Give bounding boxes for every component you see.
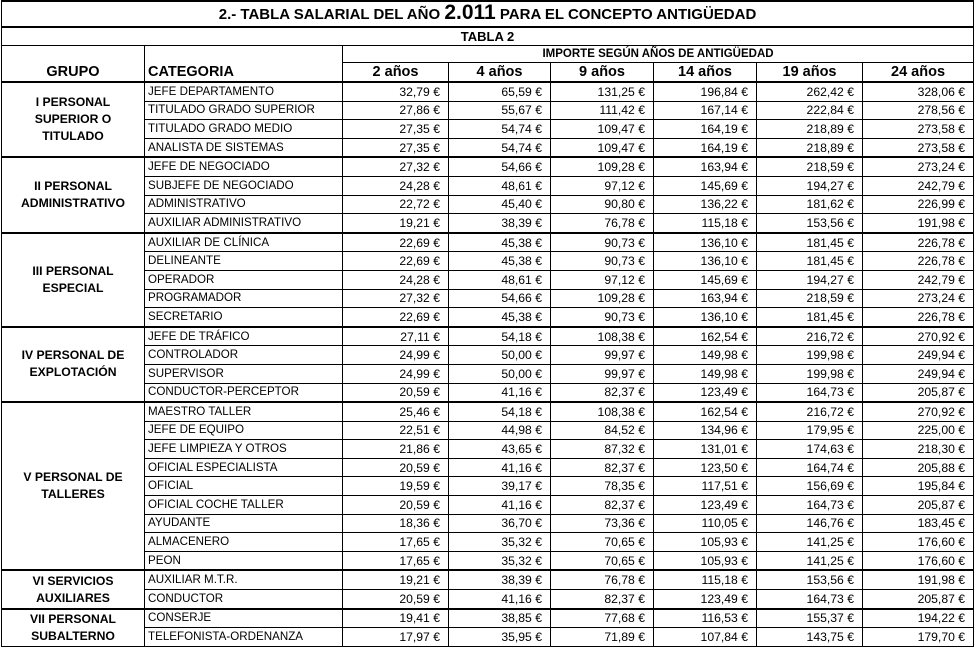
table-row: [2, 82, 974, 101]
year-header: 2 años: [343, 63, 449, 83]
amount-cell: 36,70 €: [449, 514, 551, 533]
amount-cell: 111,42 €: [551, 101, 654, 120]
amount-cell: 218,89 €: [757, 138, 863, 157]
amount-cell: 27,32 €: [343, 157, 449, 176]
amount-cell: 19,21 €: [343, 570, 449, 589]
table-row: [2, 176, 974, 195]
amount-cell: 164,73 €: [757, 496, 863, 515]
table-row: [2, 551, 974, 570]
amount-cell: 181,45 €: [757, 308, 863, 327]
amount-cell: 50,00 €: [449, 346, 551, 365]
year-header: 19 años: [757, 63, 863, 83]
table-row: [2, 101, 974, 120]
year-header: 9 años: [551, 63, 654, 83]
amount-cell: 48,61 €: [449, 270, 551, 289]
amount-cell: 226,78 €: [863, 252, 974, 271]
amount-cell: 273,58 €: [863, 120, 974, 139]
amount-cell: 108,38 €: [551, 327, 654, 346]
group-name: IV PERSONAL DE EXPLOTACIÓN: [2, 327, 145, 402]
amount-cell: 270,92 €: [863, 327, 974, 346]
amount-cell: 22,69 €: [343, 233, 449, 252]
amount-cell: 78,35 €: [551, 477, 654, 496]
amount-cell: 35,32 €: [449, 551, 551, 570]
table-row: [2, 346, 974, 365]
amount-cell: 82,37 €: [551, 496, 654, 515]
amount-cell: 123,49 €: [654, 496, 757, 515]
table-row: [2, 590, 974, 609]
amount-cell: 162,54 €: [654, 402, 757, 421]
amount-cell: 222,84 €: [757, 101, 863, 120]
amount-cell: 24,99 €: [343, 346, 449, 365]
amount-cell: 21,86 €: [343, 440, 449, 459]
table-row: [2, 120, 974, 139]
amount-cell: 199,98 €: [757, 364, 863, 383]
amount-cell: 27,86 €: [343, 101, 449, 120]
category-name: JEFE DEPARTAMENTO: [145, 82, 343, 101]
amount-cell: 108,38 €: [551, 402, 654, 421]
category-name: TITULADO GRADO SUPERIOR: [145, 101, 343, 120]
category-name: OPERADOR: [145, 270, 343, 289]
amount-cell: 24,99 €: [343, 364, 449, 383]
amount-cell: 65,59 €: [449, 82, 551, 101]
amount-cell: 199,98 €: [757, 346, 863, 365]
category-name: ADMINISTRATIVO: [145, 195, 343, 214]
amount-cell: 218,89 €: [757, 120, 863, 139]
amount-cell: 20,59 €: [343, 590, 449, 609]
table-subtitle: TABLA 2: [2, 27, 974, 46]
table-row: [2, 628, 974, 647]
amount-cell: 54,18 €: [449, 402, 551, 421]
amount-cell: 82,37 €: [551, 458, 654, 477]
table-row: [2, 157, 974, 176]
category-name: CONSERJE: [145, 609, 343, 628]
amount-cell: 155,37 €: [757, 609, 863, 628]
category-name: AYUDANTE: [145, 514, 343, 533]
amount-cell: 123,50 €: [654, 458, 757, 477]
category-name: JEFE LIMPIEZA Y OTROS: [145, 440, 343, 459]
table-title: [2, 1, 974, 27]
amount-cell: 77,68 €: [551, 609, 654, 628]
amount-cell: 27,32 €: [343, 289, 449, 308]
title-prefix: 2.- TABLA SALARIAL DEL AÑO: [218, 6, 441, 23]
amount-cell: 76,78 €: [551, 570, 654, 589]
amount-cell: 141,25 €: [757, 533, 863, 552]
table-row: [2, 440, 974, 459]
amount-cell: 20,59 €: [343, 383, 449, 402]
amount-cell: 55,67 €: [449, 101, 551, 120]
salary-table: [1, 0, 974, 647]
amount-cell: 167,14 €: [654, 101, 757, 120]
amount-cell: 136,22 €: [654, 195, 757, 214]
table-row: [2, 514, 974, 533]
table-row: [2, 252, 974, 271]
amount-cell: 143,75 €: [757, 628, 863, 647]
category-name: JEFE DE NEGOCIADO: [145, 157, 343, 176]
amount-cell: 32,79 €: [343, 82, 449, 101]
amount-cell: 218,59 €: [757, 157, 863, 176]
category-name: JEFE DE EQUIPO: [145, 421, 343, 440]
year-header: 4 años: [449, 63, 551, 83]
amount-cell: 195,84 €: [863, 477, 974, 496]
amount-cell: 97,12 €: [551, 270, 654, 289]
table-row: [2, 308, 974, 327]
amount-cell: 35,32 €: [449, 533, 551, 552]
amount-cell: 194,27 €: [757, 176, 863, 195]
category-name: PROGRAMADOR: [145, 289, 343, 308]
amount-cell: 45,38 €: [449, 308, 551, 327]
amount-cell: 176,60 €: [863, 533, 974, 552]
amount-cell: 109,47 €: [551, 120, 654, 139]
table-row: [2, 402, 974, 421]
table-row: [2, 570, 974, 589]
amount-cell: 22,51 €: [343, 421, 449, 440]
group-name: II PERSONAL ADMINISTRATIVO: [2, 157, 145, 232]
table-row: [2, 138, 974, 157]
group-name: VII PERSONAL SUBALTERNO: [2, 609, 145, 647]
amount-cell: 109,28 €: [551, 157, 654, 176]
group-name: V PERSONAL DE TALLERES: [2, 402, 145, 570]
amount-cell: 181,45 €: [757, 252, 863, 271]
category-name: CONDUCTOR: [145, 590, 343, 609]
amount-cell: 164,74 €: [757, 458, 863, 477]
amount-cell: 216,72 €: [757, 327, 863, 346]
amount-cell: 48,61 €: [449, 176, 551, 195]
amount-cell: 54,18 €: [449, 327, 551, 346]
amount-cell: 24,28 €: [343, 270, 449, 289]
year-header: 14 años: [654, 63, 757, 83]
amount-cell: 27,35 €: [343, 138, 449, 157]
amount-cell: 123,49 €: [654, 590, 757, 609]
amount-cell: 50,00 €: [449, 364, 551, 383]
table-row: [2, 496, 974, 515]
amount-cell: 145,69 €: [654, 270, 757, 289]
amount-cell: 205,87 €: [863, 496, 974, 515]
grupo-header-spacer: [2, 46, 145, 63]
year-header: 24 años: [863, 63, 974, 83]
amount-cell: 249,94 €: [863, 346, 974, 365]
amount-cell: 27,35 €: [343, 120, 449, 139]
table-row: [2, 195, 974, 214]
amount-cell: 105,93 €: [654, 551, 757, 570]
amount-cell: 218,30 €: [863, 440, 974, 459]
table-row: [2, 214, 974, 233]
amount-cell: 38,39 €: [449, 214, 551, 233]
amount-cell: 153,56 €: [757, 214, 863, 233]
amount-cell: 205,88 €: [863, 458, 974, 477]
amount-cell: 181,62 €: [757, 195, 863, 214]
table-row: [2, 477, 974, 496]
category-name: ANALISTA DE SISTEMAS: [145, 138, 343, 157]
amount-cell: 273,24 €: [863, 289, 974, 308]
amount-cell: 191,98 €: [863, 214, 974, 233]
amount-cell: 123,49 €: [654, 383, 757, 402]
amount-cell: 164,73 €: [757, 383, 863, 402]
amount-cell: 164,19 €: [654, 138, 757, 157]
category-name: OFICIAL ESPECIALISTA: [145, 458, 343, 477]
amount-cell: 20,59 €: [343, 458, 449, 477]
amount-cell: 18,36 €: [343, 514, 449, 533]
amount-cell: 249,94 €: [863, 364, 974, 383]
amount-cell: 134,96 €: [654, 421, 757, 440]
category-name: AUXILIAR DE CLÍNICA: [145, 233, 343, 252]
amount-cell: 262,42 €: [757, 82, 863, 101]
amount-cell: 191,98 €: [863, 570, 974, 589]
amount-cell: 115,18 €: [654, 570, 757, 589]
amount-cell: 54,74 €: [449, 120, 551, 139]
amount-cell: 109,47 €: [551, 138, 654, 157]
amount-cell: 54,66 €: [449, 157, 551, 176]
amount-cell: 43,65 €: [449, 440, 551, 459]
amount-cell: 328,06 €: [863, 82, 974, 101]
categoria-header: CATEGORIA: [145, 63, 343, 83]
amount-cell: 54,66 €: [449, 289, 551, 308]
category-name: TELEFONISTA-ORDENANZA: [145, 628, 343, 647]
amount-cell: 194,22 €: [863, 609, 974, 628]
amount-cell: 131,01 €: [654, 440, 757, 459]
amount-cell: 174,63 €: [757, 440, 863, 459]
amount-cell: 163,94 €: [654, 157, 757, 176]
category-name: PEON: [145, 551, 343, 570]
category-name: MAESTRO TALLER: [145, 402, 343, 421]
amount-cell: 117,51 €: [654, 477, 757, 496]
importe-header: IMPORTE SEGÚN AÑOS DE ANTIGÜEDAD: [343, 46, 974, 63]
amount-cell: 54,74 €: [449, 138, 551, 157]
amount-cell: 17,97 €: [343, 628, 449, 647]
group-name: VI SERVICIOS AUXILIARES: [2, 570, 145, 608]
amount-cell: 278,56 €: [863, 101, 974, 120]
table-row: [2, 364, 974, 383]
grupo-header: GRUPO: [2, 63, 145, 83]
amount-cell: 226,78 €: [863, 233, 974, 252]
amount-cell: 41,16 €: [449, 590, 551, 609]
category-name: JEFE DE TRÁFICO: [145, 327, 343, 346]
category-name: OFICIAL COCHE TALLER: [145, 496, 343, 515]
amount-cell: 39,17 €: [449, 477, 551, 496]
amount-cell: 145,69 €: [654, 176, 757, 195]
amount-cell: 273,58 €: [863, 138, 974, 157]
amount-cell: 99,97 €: [551, 346, 654, 365]
amount-cell: 97,12 €: [551, 176, 654, 195]
amount-cell: 20,59 €: [343, 496, 449, 515]
amount-cell: 270,92 €: [863, 402, 974, 421]
amount-cell: 216,72 €: [757, 402, 863, 421]
amount-cell: 22,69 €: [343, 308, 449, 327]
amount-cell: 99,97 €: [551, 364, 654, 383]
table-row: [2, 533, 974, 552]
amount-cell: 109,28 €: [551, 289, 654, 308]
amount-cell: 90,80 €: [551, 195, 654, 214]
amount-cell: 35,95 €: [449, 628, 551, 647]
amount-cell: 90,73 €: [551, 308, 654, 327]
amount-cell: 163,94 €: [654, 289, 757, 308]
amount-cell: 196,84 €: [654, 82, 757, 101]
category-name: AUXILIAR ADMINISTRATIVO: [145, 214, 343, 233]
amount-cell: 156,69 €: [757, 477, 863, 496]
table-row: [2, 421, 974, 440]
amount-cell: 105,93 €: [654, 533, 757, 552]
amount-cell: 70,65 €: [551, 533, 654, 552]
amount-cell: 226,78 €: [863, 308, 974, 327]
table-row: [2, 270, 974, 289]
amount-cell: 136,10 €: [654, 233, 757, 252]
amount-cell: 73,36 €: [551, 514, 654, 533]
title-suffix: PARA EL CONCEPTO ANTIGÜEDAD: [499, 6, 757, 23]
amount-cell: 19,21 €: [343, 214, 449, 233]
amount-cell: 41,16 €: [449, 496, 551, 515]
category-name: TITULADO GRADO MEDIO: [145, 120, 343, 139]
amount-cell: 242,79 €: [863, 176, 974, 195]
amount-cell: 146,76 €: [757, 514, 863, 533]
amount-cell: 110,05 €: [654, 514, 757, 533]
categoria-header-spacer: [145, 46, 343, 63]
amount-cell: 194,27 €: [757, 270, 863, 289]
amount-cell: 179,70 €: [863, 628, 974, 647]
amount-cell: 22,69 €: [343, 252, 449, 271]
amount-cell: 205,87 €: [863, 590, 974, 609]
amount-cell: 70,65 €: [551, 551, 654, 570]
amount-cell: 19,41 €: [343, 609, 449, 628]
amount-cell: 107,84 €: [654, 628, 757, 647]
amount-cell: 218,59 €: [757, 289, 863, 308]
amount-cell: 41,16 €: [449, 458, 551, 477]
amount-cell: 45,38 €: [449, 233, 551, 252]
amount-cell: 87,32 €: [551, 440, 654, 459]
amount-cell: 44,98 €: [449, 421, 551, 440]
amount-cell: 82,37 €: [551, 383, 654, 402]
table-row: [2, 609, 974, 628]
amount-cell: 17,65 €: [343, 551, 449, 570]
amount-cell: 225,00 €: [863, 421, 974, 440]
amount-cell: 76,78 €: [551, 214, 654, 233]
category-name: DELINEANTE: [145, 252, 343, 271]
table-row: [2, 383, 974, 402]
amount-cell: 242,79 €: [863, 270, 974, 289]
amount-cell: 149,98 €: [654, 364, 757, 383]
amount-cell: 176,60 €: [863, 551, 974, 570]
category-name: CONDUCTOR-PERCEPTOR: [145, 383, 343, 402]
amount-cell: 181,45 €: [757, 233, 863, 252]
amount-cell: 115,18 €: [654, 214, 757, 233]
amount-cell: 38,39 €: [449, 570, 551, 589]
amount-cell: 90,73 €: [551, 252, 654, 271]
amount-cell: 153,56 €: [757, 570, 863, 589]
group-name: III PERSONAL ESPECIAL: [2, 233, 145, 327]
amount-cell: 116,53 €: [654, 609, 757, 628]
amount-cell: 136,10 €: [654, 252, 757, 271]
category-name: SUPERVISOR: [145, 364, 343, 383]
group-name: I PERSONAL SUPERIOR O TITULADO: [2, 82, 145, 157]
amount-cell: 82,37 €: [551, 590, 654, 609]
amount-cell: 226,99 €: [863, 195, 974, 214]
amount-cell: 45,40 €: [449, 195, 551, 214]
amount-cell: 205,87 €: [863, 383, 974, 402]
amount-cell: 24,28 €: [343, 176, 449, 195]
amount-cell: 131,25 €: [551, 82, 654, 101]
table-row: [2, 458, 974, 477]
amount-cell: 17,65 €: [343, 533, 449, 552]
amount-cell: 164,73 €: [757, 590, 863, 609]
amount-cell: 84,52 €: [551, 421, 654, 440]
amount-cell: 38,85 €: [449, 609, 551, 628]
amount-cell: 19,59 €: [343, 477, 449, 496]
category-name: SECRETARIO: [145, 308, 343, 327]
amount-cell: 45,38 €: [449, 252, 551, 271]
amount-cell: 164,19 €: [654, 120, 757, 139]
table-row: [2, 233, 974, 252]
amount-cell: 183,45 €: [863, 514, 974, 533]
category-name: SUBJEFE DE NEGOCIADO: [145, 176, 343, 195]
table-row: [2, 327, 974, 346]
amount-cell: 273,24 €: [863, 157, 974, 176]
amount-cell: 179,95 €: [757, 421, 863, 440]
amount-cell: 149,98 €: [654, 346, 757, 365]
amount-cell: 22,72 €: [343, 195, 449, 214]
amount-cell: 41,16 €: [449, 383, 551, 402]
amount-cell: 90,73 €: [551, 233, 654, 252]
amount-cell: 71,89 €: [551, 628, 654, 647]
amount-cell: 136,10 €: [654, 308, 757, 327]
category-name: AUXILIAR M.T.R.: [145, 570, 343, 589]
category-name: CONTROLADOR: [145, 346, 343, 365]
title-year: 2.011: [444, 1, 496, 24]
table-row: [2, 289, 974, 308]
category-name: ALMACENERO: [145, 533, 343, 552]
category-name: OFICIAL: [145, 477, 343, 496]
amount-cell: 25,46 €: [343, 402, 449, 421]
amount-cell: 141,25 €: [757, 551, 863, 570]
amount-cell: 162,54 €: [654, 327, 757, 346]
amount-cell: 27,11 €: [343, 327, 449, 346]
